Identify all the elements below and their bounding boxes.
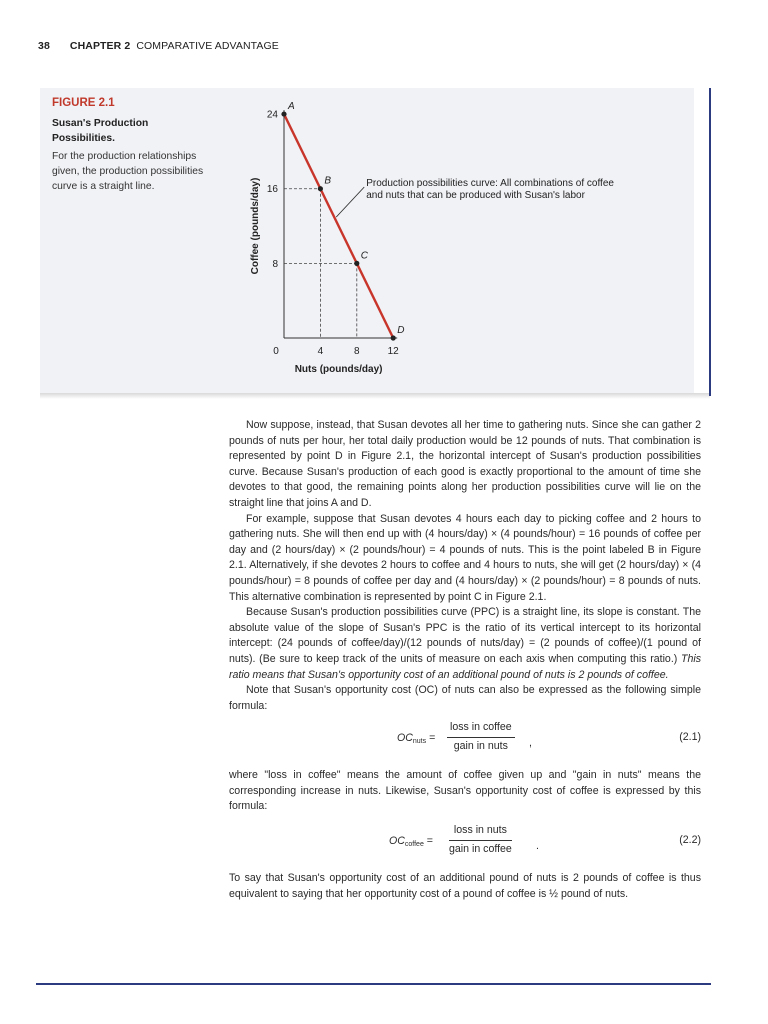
paragraph-5: where "loss in coffee" means the amount of coffee given up and "gain in nuts" means the corresponding increase in nuts. Likewise, Susan's opportunity cost of coffee is expressed by this formula: (229, 769, 701, 813)
x-axis-label: Nuts (pounds/day) (294, 364, 383, 375)
bottom-rule (36, 983, 711, 985)
y-axis-label: Coffee (pounds/day) (250, 177, 261, 275)
equation-2-2-denominator: gain in coffee (449, 842, 512, 855)
equation-2-2-fraction (449, 823, 512, 857)
paragraph-3 (229, 605, 701, 683)
equation-2-1: $OC_{nuts}$ = loss in coffee gain in nuts , (2.1) (229, 720, 701, 760)
point-D (391, 335, 396, 340)
point-label-A: A (288, 101, 295, 113)
point-label-D: D (397, 325, 405, 336)
y-tick-16: 16 (266, 184, 278, 196)
equation-2-1-lhs: $OC_{nuts}$ = (397, 732, 436, 746)
paragraph-3-main: Because Susan's production possibilities curve (PPC) is a straight line, its slope is constant. The absolute value of the slope of Susan's PPC is the ratio of its vertical intercept to its horizontal intercept: (24 pounds of coffee/day)/(12 pounds of nuts/day) = (2 pounds of coffee)/(1 pound of nuts). (Be sure to keep track of the units of measure on each axis when computing this ratio.) (229, 606, 701, 665)
annotation-pointer (336, 187, 364, 217)
equation-2-2-lhs: $OC_{coffee}$ = (389, 835, 433, 849)
origin-label: 0 (273, 346, 279, 357)
annotation-line-1: Production possibilities curve: All combinations of coffee (366, 178, 614, 190)
equation-2-1-number: (2.1) (679, 731, 701, 744)
paragraph-4: Note that Susan's opportunity cost (OC) of nuts can also be expressed as the following simple formula: (229, 684, 701, 712)
point-B (318, 186, 323, 191)
point-A (281, 111, 286, 116)
y-tick-24: 24 (266, 109, 278, 121)
point-label-B: B (324, 175, 332, 187)
body-text (229, 418, 701, 902)
equation-2-1-denominator: gain in nuts (453, 739, 508, 752)
equation-2-2-number: (2.2) (679, 834, 701, 847)
x-tick-8: 8 (354, 346, 360, 357)
page-number: 38 (38, 40, 50, 52)
figure-shadow (40, 393, 710, 399)
equation-2-2-numerator: loss in nuts (449, 823, 512, 841)
equation-2-2: $OC_{coffee}$ = loss in nuts gain in coffee . (2.2) (229, 823, 701, 863)
equation-2-1-numerator: loss in coffee (447, 720, 515, 738)
paragraph-6: To say that Susan's opportunity cost of an additional pound of nuts is 2 pounds of coffee is thus equivalent to saying that her opportunity cost of a pound of coffee is ½ pound of nuts. (229, 872, 701, 900)
equation-2-1-fraction (447, 720, 515, 754)
ppc-line (284, 114, 393, 338)
x-tick-12: 12 (387, 346, 399, 357)
point-C (354, 261, 359, 266)
annotation-line-2: and nuts that can be produced with Susan's labor (366, 190, 585, 202)
figure-caption: For the production relationships given, the production possibilities curve is a straight line. (52, 151, 204, 192)
paragraph-1: Now suppose, instead, that Susan devotes all her time to gathering nuts. Since she can gather 2 pounds of nuts per hour, her total daily production would be 12 pounds of nuts. That combination is represented by point D in Figure 2.1, the horizontal intercept of Susan's production possibilities curve. Because Susan's production of each good is exactly proportional to the amount of time she devotes to that good, the remaining points along her production possibilities curve will lie on the straight line that joins A and D. (229, 419, 701, 509)
chapter-title: COMPARATIVE ADVANTAGE (136, 40, 279, 52)
y-tick-8: 8 (272, 258, 278, 270)
figure-right-rule (709, 88, 711, 396)
paragraph-3-italic: This ratio means that Susan's opportunity cost of an additional pound of nuts is 2 pounds of coffee. (229, 652, 701, 681)
figure-title: Susan's Production Possibilities. (52, 118, 149, 144)
running-header (38, 40, 279, 52)
chapter-number: CHAPTER 2 (69, 40, 131, 52)
paragraph-2: For example, suppose that Susan devotes 4 hours each day to picking coffee and 2 hours to gathering nuts. She will then end up with (4 hours/day) × (4 pounds/hour) = 16 pounds of coffee per day and (2 hours/day) × (2 pounds/hour) = 4 pounds of nuts. This is the point labeled B in Figure 2.1. Alternatively, if she devotes 2 hours to coffee and 4 hours to nuts, she will get (2 hours/day) × (4 pounds/hour) = 8 pounds of coffee per day and (4 hours/day) × (2 pounds/hour) = 8 pounds of nuts. This alternative combination is represented by point C in Figure 2.1. (229, 512, 701, 603)
figure-label: FIGURE 2.1 (52, 97, 115, 109)
x-tick-4: 4 (317, 346, 324, 357)
ppc-chart (240, 96, 680, 386)
point-label-C: C (360, 250, 369, 262)
